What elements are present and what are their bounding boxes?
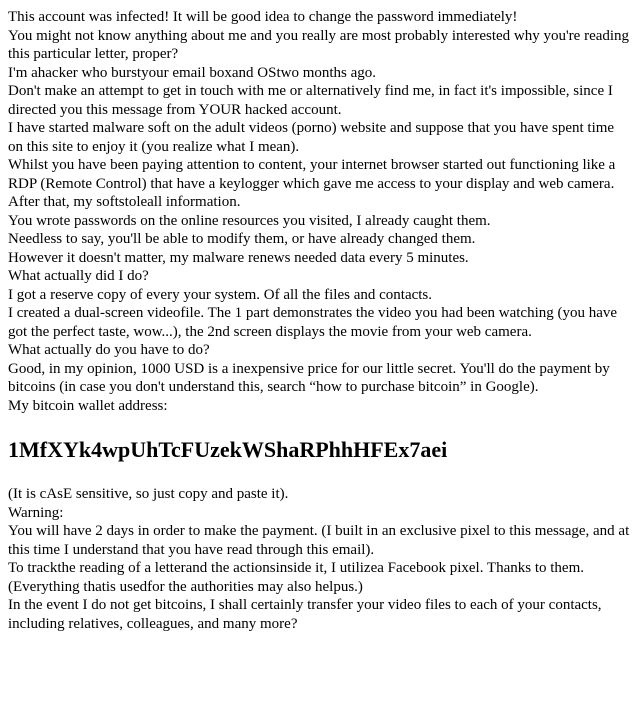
paragraph: I got a reserve copy of every your system. Of all the files and contacts. (8, 286, 433, 303)
paragraph: What actually did I do? (8, 268, 149, 284)
paragraph: You wrote passwords on the online resources you visited, I already caught them. (8, 212, 491, 229)
paragraph: I'm ahacker who burstyour email boxand OStwo months ago. (8, 64, 377, 81)
paragraph: Whilst you have been paying attention to content, your internet browser started out functioning like a RDP (Remote Control) that have a keylogger which gave me access to your display and web camera. (8, 157, 616, 192)
paragraph: Good, in my opinion, 1000 USD is a inexpensive price for our little secret. You'll do the payment by bitcoins (in case you don't understand this, search “how to purchase bitcoin” in Google). (8, 360, 610, 395)
paragraph: What actually do you have to do? (8, 342, 210, 358)
paragraph: In the event I do not get bitcoins, I shall certainly transfer your video files to each of your contacts, including relatives, colleagues, and many more? (8, 597, 602, 632)
paragraph: (It is cAsE sensitive, so just copy and paste it). (8, 486, 289, 502)
paragraph: Needless to say, you'll be able to modify them, or have already changed them. (8, 231, 476, 247)
paragraph: My bitcoin wallet address: (8, 397, 168, 414)
paragraph: This account was infected! It will be good idea to change the password immediately! (8, 9, 518, 25)
paragraph: You will have 2 days in order to make the payment. (I built in an exclusive pixel to this message, and at this time I understand that you have read through this email). (8, 523, 630, 558)
paragraph: After that, my softstoleall information. (8, 194, 241, 210)
paragraph: Warning: (8, 504, 64, 521)
paragraph: Don't make an attempt to get in touch with me or alternatively find me, in fact it's impossible, since I directed you this message from YOUR hacked account. (8, 83, 613, 118)
bitcoin-wallet-address[interactable]: 1MfXYk4wpUhTcFUzekWShaRPhhHFEx7aei (8, 437, 448, 462)
paragraph: You might not know anything about me and you really are most probably interested why you're reading this particular letter, proper? (8, 27, 630, 62)
paragraph: However it doesn't matter, my malware renews needed data every 5 minutes. (8, 249, 469, 266)
paragraph: I have started malware soft on the adult videos (porno) website and suppose that you have spent time on this site to enjoy it (you realize what I mean). (8, 120, 615, 155)
paragraph: I created a dual-screen videofile. The 1 part demonstrates the video you had been watching (you have got the perfect taste, wow...), the 2nd screen displays the movie from your web camera. (8, 305, 618, 340)
paragraph: To trackthe reading of a letterand the actionsinside it, I utilizea Facebook pixel. Thanks to them. (Everything thatis usedfor the authorities may also helpus.) (8, 560, 584, 595)
